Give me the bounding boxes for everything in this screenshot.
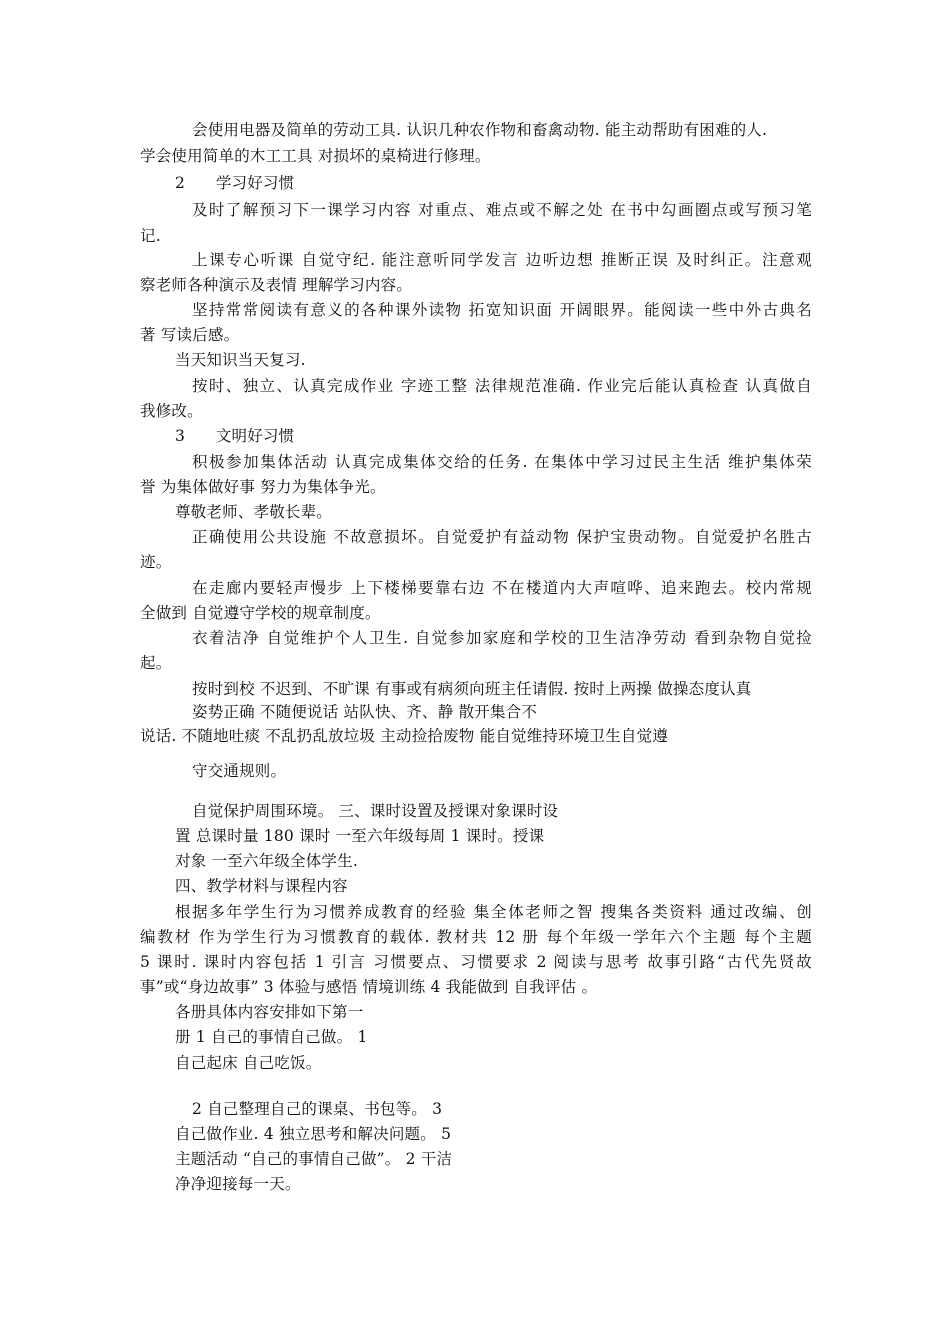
- text-line: 事”或“身边故事” 3 体验与感悟 情境训练 4 我能做到 自我评估 。: [140, 978, 598, 996]
- text-line: 及时了解预习下一课学习内容 对重点、难点或不解之处 在书中勾画圈点或写预习笔: [192, 201, 812, 219]
- text-line: 主题活动 “自己的事情自己做”。 2 干洁: [175, 1150, 453, 1168]
- text-line: 会使用电器及简单的劳动工具. 认识几种农作物和畜禽动物. 能主动帮助有困难的人.: [192, 121, 768, 139]
- text-line: 在走廊内要轻声慢步 上下楼梯要靠右边 不在楼道内大声喧哗、追来跑去。校内常规: [192, 579, 812, 597]
- text-line: 上课专心听课 自觉守纪. 能注意听同学发言 边听边想 推断正误 及时纠正。注意观: [192, 251, 812, 269]
- text-line: 起。: [140, 654, 172, 672]
- text-line: 积极参加集体活动 认真完成集体交给的任务. 在集体中学习过民主生活 维护集体荣: [192, 453, 812, 471]
- text-line: 尊敬老师、孝敬长辈。: [175, 503, 333, 521]
- text-line: 自己做作业. 4 独立思考和解决问题。 5: [175, 1125, 452, 1143]
- text-line: 迹。: [140, 553, 172, 571]
- text-line: 对象 一至六年级全体学生.: [175, 852, 358, 870]
- text-line: 按时到校 不迟到、不旷课 有事或有病须向班主任请假. 按时上两操 做操态度认真: [192, 680, 752, 698]
- text-line: 置 总课时量 180 课时 一至六年级每周 1 课时。授课: [175, 827, 545, 845]
- text-line: 册 1 自己的事情自己做。 1: [175, 1028, 368, 1046]
- text-line: 正确使用公共设施 不故意损坏。自觉爱护有益动物 保护宝贵动物。自觉爱护名胜古: [192, 528, 812, 546]
- text-line: 我修改。: [140, 402, 203, 420]
- text-line: 誉 为集体做好事 努力为集体争光。: [140, 478, 386, 496]
- text-line: 察老师各种演示及表情 理解学习内容。: [140, 276, 413, 294]
- text-line: 衣着洁净 自觉维护个人卫生. 自觉参加家庭和学校的卫生洁净劳动 看到杂物自觉捡: [192, 629, 812, 647]
- text-line: 坚持常常阅读有意义的各种课外读物 拓宽知识面 开阔眼界。能阅读一些中外古典名: [192, 301, 812, 319]
- section-heading: 2 学习好习惯: [175, 174, 295, 192]
- text-line: 净净迎接每一天。: [175, 1175, 301, 1193]
- text-line: 根据多年学生行为习惯养成教育的经验 集全体老师之智 搜集各类资料 通过改编、创: [175, 903, 812, 921]
- text-line: 5 课时. 课时内容包括 1 引言 习惯要点、习惯要求 2 阅读与思考 故事引路“古代先贤故: [140, 953, 812, 971]
- section-heading: 四、教学材料与课程内容: [175, 877, 348, 895]
- text-line: 记.: [140, 227, 161, 245]
- section-heading: 3 文明好习惯: [175, 427, 295, 445]
- text-line: 说话. 不随地吐痰 不乱扔乱放垃圾 主动捡拾废物 能自觉维持环境卫生自觉遵: [140, 727, 669, 745]
- text-line: 各册具体内容安排如下第一: [175, 1003, 364, 1021]
- text-line: 学会使用简单的木工工具 对损坏的桌椅进行修理。: [140, 147, 491, 165]
- text-line: 全做到 自觉遵守学校的规章制度。: [140, 604, 381, 622]
- text-line: 著 写读后感。: [140, 326, 240, 344]
- text-line: 守交通规则。: [192, 762, 287, 780]
- text-line: 按时、独立、认真完成作业 字迹工整 法律规范准确. 作业完后能认真检查 认真做自: [192, 377, 812, 395]
- text-line: 姿势正确 不随便说话 站队快、齐、静 散开集合不: [192, 703, 538, 721]
- text-line: 编教材 作为学生行为习惯教育的载体. 教材共 12 册 每个年级一学年六个主题 每个主题: [140, 928, 812, 946]
- text-line: 当天知识当天复习.: [175, 351, 306, 369]
- text-line: 自己起床 自己吃饭。: [175, 1054, 322, 1072]
- text-line: 2 自己整理自己的课桌、书包等。 3: [192, 1100, 443, 1118]
- text-line: 自觉保护周围环境。 三、课时设置及授课对象课时设: [192, 802, 559, 820]
